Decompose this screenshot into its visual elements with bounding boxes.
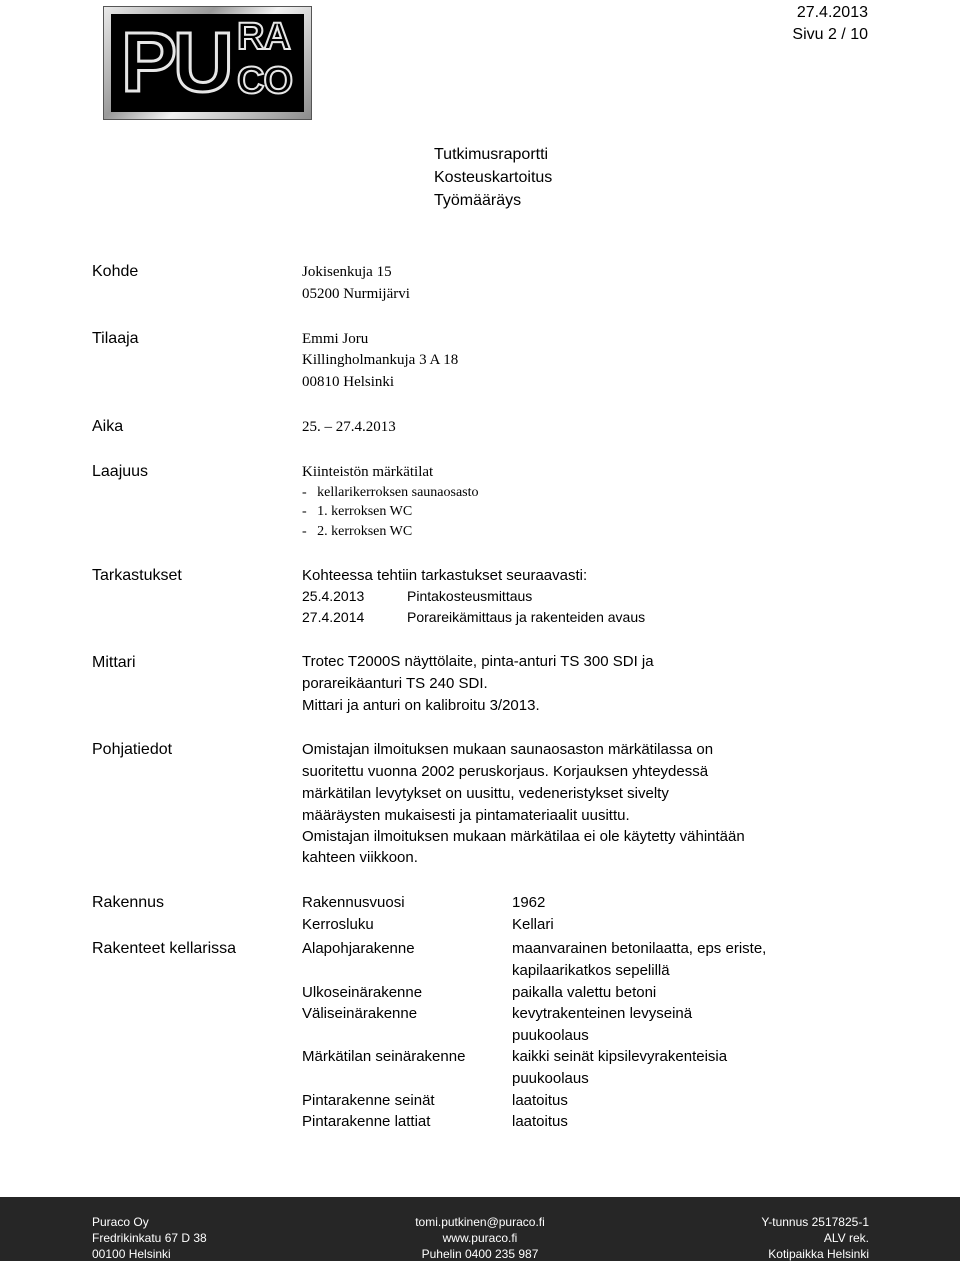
- footer-domicile: Kotipaikka Helsinki: [768, 1247, 869, 1261]
- logo-text-pu: PU: [121, 15, 230, 109]
- tarkastus-desc: Pintakosteusmittaus: [407, 588, 533, 604]
- pohjatiedot-line: kahteen viikkoon.: [302, 849, 418, 866]
- pohjatiedot-line: suoritettu vuonna 2002 peruskorjaus. Korjauksen yhteydessä: [302, 763, 709, 780]
- rakenne-value: laatoitus: [512, 1113, 568, 1130]
- header-date: 27.4.2013: [796, 4, 868, 21]
- title-workorder: Työmääräys: [434, 192, 522, 209]
- company-logo: [103, 6, 312, 120]
- rakenne-value: paikalla valettu betoni: [512, 984, 657, 1001]
- rakennus-value: 1962: [512, 894, 546, 911]
- pohjatiedot-line: Omistajan ilmoituksen mukaan saunaosaston märkätilassa on: [302, 741, 714, 758]
- laajuus-item: - 1. kerroksen WC: [302, 504, 413, 519]
- rakenne-value: maanvarainen betonilaatta, eps eriste,: [512, 940, 767, 957]
- tarkastus-date: 25.4.2013: [302, 588, 365, 604]
- laajuus-item: - 2. kerroksen WC: [302, 524, 413, 539]
- tilaaja-street: Killingholmankuja 3 A 18: [302, 352, 459, 368]
- title-report: Tutkimusraportti: [434, 146, 549, 163]
- title-survey: Kosteuskartoitus: [434, 169, 553, 186]
- rakenne-key: Märkätilan seinärakenne: [302, 1048, 466, 1065]
- rakenne-value: kevytrakenteinen levyseinä: [512, 1005, 693, 1022]
- header-page-number: Sivu 2 / 10: [792, 26, 868, 43]
- kohde-city: 05200 Nurmijärvi: [302, 286, 410, 302]
- mittari-label: Mittari: [92, 654, 136, 671]
- footer-registration: [761, 1214, 869, 1262]
- mittari-line: Mittari ja anturi on kalibroitu 3/2013.: [302, 697, 540, 714]
- laajuus-item: - kellarikerroksen saunaosasto: [302, 485, 479, 500]
- aika-label: Aika: [92, 418, 124, 435]
- rakenne-key: Alapohjarakenne: [302, 940, 415, 957]
- footer-business-id: Y-tunnus 2517825-1: [761, 1215, 869, 1229]
- pohjatiedot-line: märkätilan levytykset on uusittu, vedeneristykset sivelty: [302, 785, 669, 802]
- laajuus-heading: Kiinteistön märkätilat: [302, 464, 434, 480]
- pohjatiedot-line: määräysten mukaisesti ja pintamateriaalit uusittu.: [302, 807, 630, 824]
- tarkastukset-intro: Kohteessa tehtiin tarkastukset seuraavasti:: [302, 567, 588, 584]
- rakenne-key: Pintarakenne seinät: [302, 1092, 435, 1109]
- footer-website: www.puraco.fi: [442, 1231, 518, 1245]
- rakenne-key: Pintarakenne lattiat: [302, 1113, 431, 1130]
- rakenne-value: kapilaarikatkos sepelillä: [512, 962, 670, 979]
- footer-company-city: 00100 Helsinki: [92, 1247, 171, 1261]
- rakenne-value: puukoolaus: [512, 1070, 589, 1087]
- footer-email: tomi.putkinen@puraco.fi: [415, 1215, 545, 1229]
- aika-value: 25. – 27.4.2013: [302, 419, 396, 435]
- laajuus-label: Laajuus: [92, 463, 149, 480]
- rakenne-value: puukoolaus: [512, 1027, 589, 1044]
- rakenteet-label: Rakenteet kellarissa: [92, 940, 237, 957]
- pohjatiedot-label: Pohjatiedot: [92, 741, 173, 758]
- rakenne-value: laatoitus: [512, 1092, 568, 1109]
- logo-text-co: CO: [237, 60, 292, 102]
- rakenne-key: Ulkoseinärakenne: [302, 984, 423, 1001]
- footer-phone: Puhelin 0400 235 987: [421, 1247, 539, 1261]
- rakennus-value: Kellari: [512, 916, 554, 933]
- page-footer: [0, 1197, 960, 1261]
- kohde-label: Kohde: [92, 263, 139, 280]
- tilaaja-city: 00810 Helsinki: [302, 374, 395, 390]
- tilaaja-label: Tilaaja: [92, 330, 139, 347]
- rakenne-key: Väliseinärakenne: [302, 1005, 418, 1022]
- mittari-line: porareikäanturi TS 240 SDI.: [302, 675, 488, 692]
- footer-company-name: Puraco Oy: [92, 1215, 149, 1229]
- tilaaja-name: Emmi Joru: [302, 331, 369, 347]
- tarkastus-date: 27.4.2014: [302, 609, 365, 625]
- footer-vat: ALV rek.: [823, 1231, 869, 1245]
- rakennus-key: Kerrosluku: [302, 916, 374, 933]
- logo-text-ra: RA: [237, 16, 290, 58]
- kohde-street: Jokisenkuja 15: [302, 264, 392, 280]
- tarkastus-desc: Porareikämittaus ja rakenteiden avaus: [407, 609, 646, 625]
- footer-company-street: Fredrikinkatu 67 D 38: [92, 1231, 207, 1245]
- pohjatiedot-line: Omistajan ilmoituksen mukaan märkätilaa ei ole käytetty vähintään: [302, 828, 745, 845]
- rakennus-key: Rakennusvuosi: [302, 894, 405, 911]
- mittari-line: Trotec T2000S näyttölaite, pinta-anturi TS 300 SDI ja: [302, 653, 654, 670]
- tarkastukset-label: Tarkastukset: [92, 567, 182, 584]
- rakenne-value: kaikki seinät kipsilevyrakenteisia: [512, 1048, 728, 1065]
- rakennus-label: Rakennus: [92, 894, 165, 911]
